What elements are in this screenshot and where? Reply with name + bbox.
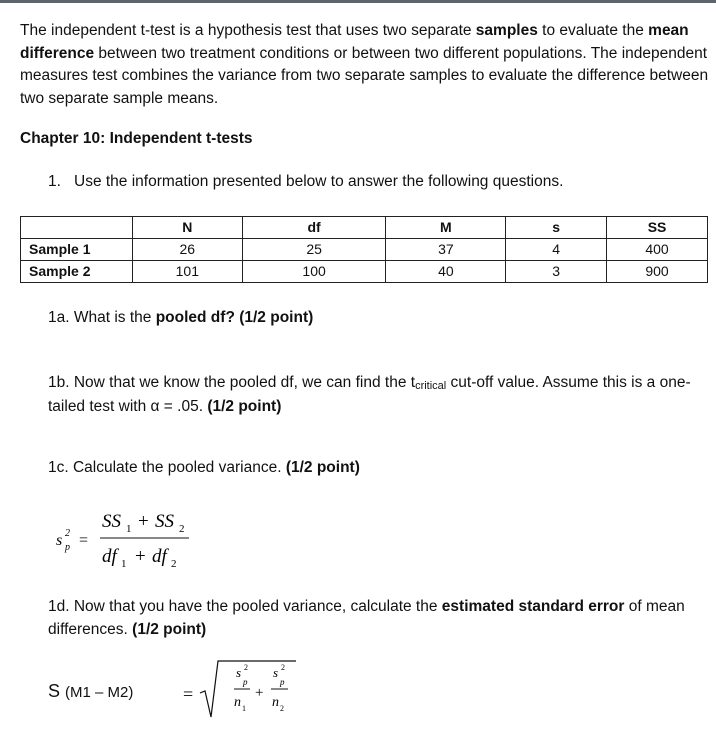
table-cell: 26 — [132, 239, 242, 261]
table-header: SS — [607, 217, 708, 239]
table-row-label: Sample 2 — [21, 261, 133, 283]
table-row-label: Sample 1 — [21, 239, 133, 261]
standard-error-formula — [48, 655, 328, 725]
table-header: df — [242, 217, 386, 239]
svg-text:2: 2 — [65, 528, 70, 539]
table-cell: 3 — [506, 261, 607, 283]
table-header: N — [132, 217, 242, 239]
svg-text:df: df — [152, 546, 167, 567]
table-row — [21, 261, 708, 283]
svg-text:2: 2 — [281, 663, 285, 672]
svg-text:2: 2 — [244, 663, 248, 672]
table-cell: 25 — [242, 239, 386, 261]
svg-text:p: p — [65, 542, 70, 553]
table-cell: 40 — [386, 261, 506, 283]
svg-text:1: 1 — [121, 558, 127, 570]
svg-text:n: n — [272, 695, 279, 710]
svg-text:p: p — [280, 677, 285, 687]
question-1a: 1a. What is the pooled df? (1/2 point) — [48, 309, 314, 326]
svg-text:SS: SS — [102, 511, 121, 532]
pooled-variance-formula — [55, 505, 215, 575]
svg-text:s: s — [236, 665, 242, 680]
table-cell: 100 — [242, 261, 386, 283]
svg-text:2: 2 — [179, 523, 185, 535]
table-row — [21, 239, 708, 261]
svg-text:1: 1 — [126, 523, 132, 535]
svg-text:=: = — [79, 532, 89, 549]
svg-text:p: p — [243, 677, 248, 687]
svg-text:s: s — [56, 532, 63, 549]
table-cell: 4 — [506, 239, 607, 261]
question-1: 1. Use the information presented below to answer the following questions. — [48, 173, 564, 190]
svg-text:1: 1 — [242, 704, 246, 713]
svg-text:2: 2 — [280, 704, 284, 713]
svg-text:+: + — [135, 546, 146, 567]
svg-text:df: df — [102, 546, 117, 567]
table-header: s — [506, 217, 607, 239]
table-header-row — [21, 217, 708, 239]
table-header: M — [386, 217, 506, 239]
top-border — [0, 0, 716, 3]
chapter-title: Chapter 10: Independent t-tests — [20, 130, 253, 147]
svg-text:n: n — [234, 695, 241, 710]
standard-error-label: S (M1 – M2) — [48, 681, 134, 701]
question-1b: 1b. Now that we know the pooled df, we can find the tcritical cut-off value. Assume this is a one-tailed test with α = .05. (1/2 point) — [48, 374, 691, 415]
intro-paragraph: The independent t-test is a hypothesis test that uses two separate samples to evaluate the mean difference between two treatment conditions or between two different populations. The independent measures test combines the variance from two separate samples to evaluate the difference between two separate sample means. — [20, 22, 709, 107]
svg-text:+: + — [138, 511, 149, 532]
table-cell: 900 — [607, 261, 708, 283]
question-1c: 1c. Calculate the pooled variance. (1/2 point) — [48, 459, 360, 476]
table-header — [21, 217, 133, 239]
table-cell: 37 — [386, 239, 506, 261]
svg-text:2: 2 — [171, 558, 177, 570]
svg-text:s: s — [273, 665, 279, 680]
sample-table — [20, 216, 708, 283]
table-cell: 400 — [607, 239, 708, 261]
svg-text:=: = — [183, 684, 194, 704]
svg-text:SS: SS — [155, 511, 174, 532]
table-cell: 101 — [132, 261, 242, 283]
svg-text:+: + — [255, 685, 264, 701]
question-1d: 1d. Now that you have the pooled variance, calculate the estimated standard error of mean differences. (1/2 point) — [48, 598, 685, 638]
